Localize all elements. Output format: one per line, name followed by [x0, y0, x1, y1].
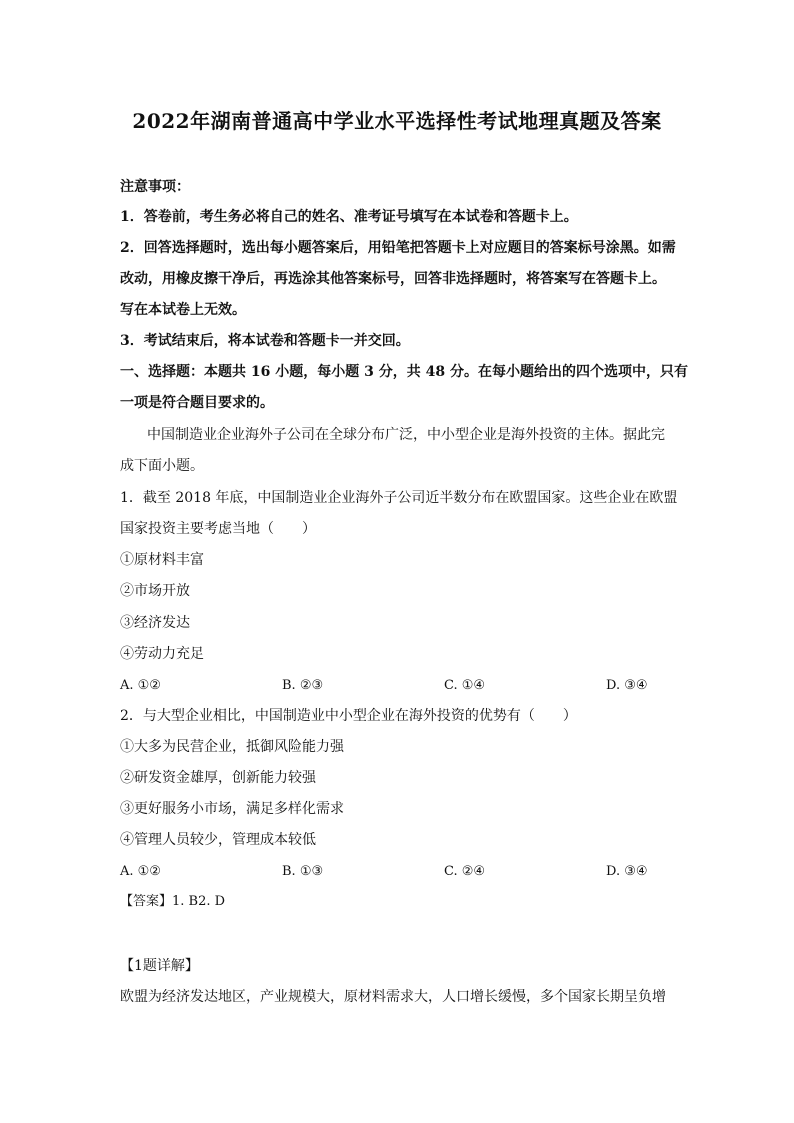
question-2-item: ③更好服务小市场，满足多样化需求 [120, 801, 344, 817]
question-1-item: ①原材料丰富 [120, 552, 204, 568]
question-1-option-a: A. ①② [120, 678, 161, 693]
question-2-option-c: C. ②④ [444, 864, 486, 879]
notice-item-3: 3．考试结束后，将本试卷和答题卡一并交回。 [120, 333, 410, 349]
notice-item-2-line-1: 2．回答选择题时，选出每小题答案后，用铅笔把答题卡上对应题目的答案标号涂黑。如需 [120, 240, 676, 256]
question-1-item: ②市场开放 [120, 583, 190, 599]
notice-item-1: 1．答卷前，考生务必将自己的姓名、准考证号填写在本试卷和答题卡上。 [120, 209, 578, 225]
question-2-item: ④管理人员较少，管理成本较低 [120, 832, 316, 848]
answer-line: 【答案】1. B2. D [120, 894, 226, 909]
document-title: 2022年湖南普通高中学业水平选择性考试地理真题及答案 [132, 109, 662, 133]
question-2-option-a: A. ①② [120, 864, 161, 879]
notice-heading: 注意事项： [120, 179, 190, 195]
question-1-option-b: B. ②③ [282, 678, 324, 693]
notice-item-2-line-3: 写在本试卷上无效。 [120, 302, 246, 318]
question-1-option-d: D. ③④ [606, 678, 648, 693]
question-2-item: ①大多为民营企业，抵御风险能力强 [120, 739, 344, 755]
section-heading-line-1: 一、选择题：本题共 16 小题，每小题 3 分，共 48 分。在每小题给出的四个选项中，只有 [120, 364, 688, 380]
explanation-heading: 【1题详解】 [120, 958, 199, 974]
question-1-option-c: C. ①④ [444, 678, 486, 693]
passage-line-1: 中国制造业企业海外子公司在全球分布广泛，中小型企业是海外投资的主体。据此完 [147, 427, 665, 443]
question-2-option-d: D. ③④ [606, 864, 648, 879]
question-2-option-b: B. ①③ [282, 864, 324, 879]
question-1-stem-line-1: 1．截至 2018 年底，中国制造业企业海外子公司近半数分布在欧盟国家。这些企业在欧盟 [120, 490, 678, 506]
question-1-item: ④劳动力充足 [120, 646, 204, 662]
section-heading-line-2: 一项是符合题目要求的。 [120, 395, 274, 411]
question-1-item: ③经济发达 [120, 615, 190, 631]
explanation-line-1: 欧盟为经济发达地区，产业规模大，原材料需求大，人口增长缓慢，多个国家长期呈负增 [120, 989, 666, 1005]
passage-line-2: 成下面小题。 [120, 458, 204, 474]
notice-item-2-line-2: 改动，用橡皮擦干净后，再选涂其他答案标号，回答非选择题时，将答案写在答题卡上。 [120, 271, 666, 287]
question-2-stem: 2．与大型企业相比，中国制造业中小型企业在海外投资的优势有（ ） [120, 708, 577, 724]
question-2-item: ②研发资金雄厚，创新能力较强 [120, 770, 316, 786]
question-1-stem-line-2: 国家投资主要考虑当地（ ） [120, 521, 316, 537]
